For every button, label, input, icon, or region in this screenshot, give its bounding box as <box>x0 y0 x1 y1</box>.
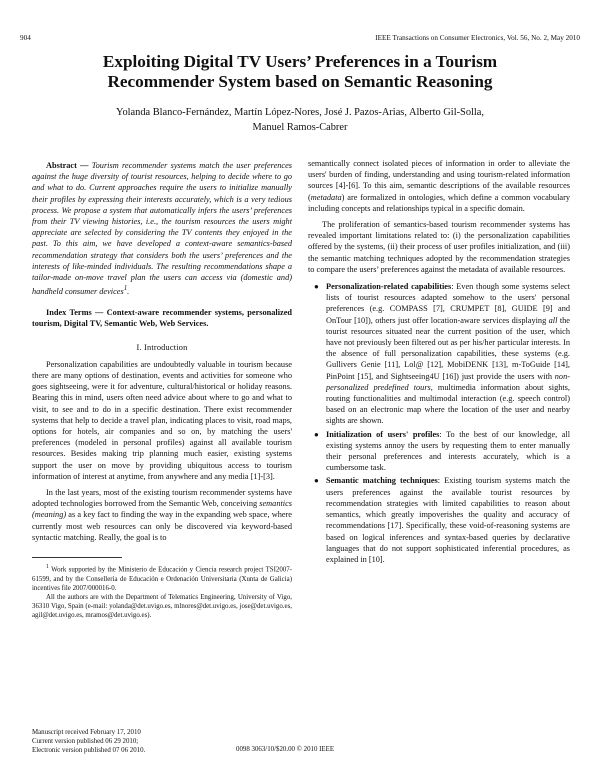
author-list <box>40 105 560 135</box>
intro-p2-emphasis: semantics (meaning) <box>32 499 292 520</box>
title-line-2: Recommender System based on Semantic Reasoning <box>107 72 493 91</box>
manuscript-info <box>32 728 145 755</box>
running-header <box>20 34 580 46</box>
bullet-text: the tourist resources situated near the current position of the user, which have not previously been filtered out as per his/her particular interests. In the absence of full personalization capabilities, these systems (e.g. Gullivers Genie [11], Lol@ [12], MobiDENK [13], m-ToGuide [14], PinPoint [15], and Sightseeing4U [16]) just provide the users with <box>326 315 570 381</box>
abstract-end: . <box>127 287 130 296</box>
index-terms: Index Terms — Context-aware recommender systems, personalized tourism, Digital TV, Semantic Web, Web Services. <box>32 308 292 329</box>
footnote-mark: 1 <box>46 564 49 571</box>
footnote-1 <box>32 563 292 593</box>
bullet-title: Initialization of users' profiles <box>326 429 440 439</box>
manuscript-current-version: Current version published 06 29 2010; <box>32 738 139 745</box>
authors-line-1: Yolanda Blanco-Fernández, Martín López-Nores, José J. Pazos-Arias, Alberto Gil-Solla, <box>115 107 485 118</box>
copyright-line: 0098 3063/10/$20.00 © 2010 IEEE <box>236 746 335 753</box>
intro-p2-b: as a key fact to finding the way in the expanding web space, where currently most web resources can only be discovered via keyword-based syntactic matching. Really, the goal is to <box>32 510 292 542</box>
manuscript-received: Manuscript received February 17, 2010 <box>32 729 141 736</box>
intro-p2-a: In the last years, most of the existing tourism recommender systems have adopted technologies borrowed from the Semantic Web, conceiving <box>32 488 292 509</box>
footnote-2: All the authors are with the Department of Telematics Engineering, University of Vigo, 36310 Vigo, Spain (e-mail: yolanda@det.uvigo.es, mlnores@det.uvigo.es, jose@det.uvigo.es, agil@det.uvigo.es, mramos@det.uvigo.es). <box>32 593 292 620</box>
list-item <box>308 475 570 565</box>
right-p1-emphasis: metadata <box>310 192 342 202</box>
bullet-icon: ● <box>314 282 319 292</box>
bullet-title: Semantic matching techniques <box>326 476 438 486</box>
bullet-text: : To the best of our knowledge, all existing systems annoy the users by requesting them to enter manually their personal preferences and interests accurately, which is a cumbersome task. <box>326 429 571 473</box>
page-number: 904 <box>20 34 31 42</box>
authors-line-2: Manuel Ramos-Cabrer <box>252 122 348 133</box>
abstract-footnote-mark: 1 <box>123 285 128 293</box>
intro-paragraph-2 <box>32 487 292 543</box>
list-item <box>308 429 570 474</box>
title-line-1: Exploiting Digital TV Users’ Preferences in a Tourism <box>102 52 498 71</box>
bullet-text: , multimedia information about sights, routing functionalities and multimodal interaction (e.g. speech control) based on an electronic map where the location of the user and nearby sights are shown. <box>326 382 570 426</box>
bullet-text: : Existing tourism systems match the users preferences against the available tourist resources by recommendation strategies with limited capabilities to reason about semantics, which greatly impoverishes the quality and accuracy of recommendations [17]. Specifically, these void-of-reasoning systems are based on logical inferences and syntax-based queries by declarative languages that do not support sophisticated inferential procedures, as explained in [10]. <box>326 476 570 564</box>
abstract-label: Abstract — <box>46 161 89 170</box>
bullet-icon: ● <box>314 429 319 439</box>
bullet-title: Personalization-related capabilities <box>326 282 452 292</box>
bullet-icon: ● <box>314 476 319 486</box>
intro-paragraph-1: Personalization capabilities are undoubtedly valuable in tourism because there are many options of destination, events and activities for someone who goes sightseeing, were it for adventure, cultural/historical or holiday reasons. Bearing this in mind, users often need advice about where to go and what to visit, to see and to do in a specific destination. There exist recommender systems that help to decide a travel plan, indicating places to visit, road maps, options for hotels, air companies and so on, by matching the users' preferences (modeled in personal profiles) against all available tourism resources. Besides making trip planning much easier, existing systems support the user on move by providing ubiquitous access to tourism information of interest at anytime, from anywhere and any media [1]-[3]. <box>32 359 292 481</box>
left-column <box>32 160 292 621</box>
list-item <box>308 281 570 427</box>
manuscript-electronic-version: Electronic version published 07 06 2010. <box>32 747 146 754</box>
footnote-divider <box>32 557 122 558</box>
section-heading-introduction: I. Introduction <box>136 342 188 352</box>
abstract-text: Tourism recommender systems match the user preferences against the huge diversity of tourist resources, helping to decide where to go and what to do. Current approaches require the users to initialize manually their profiles by expressing their interests accurately, which is a very tedious process. We propose a system that automatically infers the users’ preferences from their TV viewing histories, i.e., the tourism resources the users might appreciate are selected by considering the TV contents they enjoyed in the past. To this aim, we have developed a context-aware semantics-based recommendation strategy that considers both the users’ preferences and the interests of like-minded individuals. The resulting recommendations shape a tailor-made on-move travel plan the users can access via (domestic and) handheld consumer devices <box>32 161 292 296</box>
abstract <box>32 160 292 297</box>
journal-reference: IEEE Transactions on Consumer Electronics, Vol. 56, No. 2, May 2010 <box>375 34 580 42</box>
footnote-1-text: Work supported by the Ministerio de Educación y Ciencia research project TSI2007-61599, and by the Consellería de Educación e Ordenación Universitaria (Xunta de Galicia) incentives file 2007/000016-0. <box>32 566 292 592</box>
right-column <box>308 158 570 567</box>
right-p1-a: semantically connect isolated pieces of information in order to alleviate the users' burden of finding, understanding and using tourism-related information sources [4]-[6]. To this aim, semantic descriptions of the available resources ( <box>308 159 570 202</box>
limitations-list <box>308 281 570 565</box>
right-paragraph-2: The proliferation of semantics-based tourism recommender systems has revealed important limitations related to: (i) the personalization capabilities offered by the systems, (ii) their process of user profiles initialization, and (iii) the semantic matching techniques adopted by the recommendation strategies to compare the users’ preferences against the metadata of available resources. <box>308 220 570 274</box>
right-p1-b: ) are formalized in ontologies, which define a common vocabulary including concepts and relationships typical in a specific domain. <box>308 192 570 213</box>
paper-title <box>30 52 570 92</box>
bullet-emphasis: all <box>548 315 558 325</box>
bullet-emphasis: non-personalized predefined tours <box>326 371 570 392</box>
bullet-text: : Even though some systems select lists of tourist resources adapted somehow to the users' personal preferences (e.g. COMPASS [7], CRUMPET [8], GUIDE [9] and OnTour [10]), others just offer location-aware services displaying <box>326 282 570 325</box>
right-paragraph-1 <box>308 158 570 214</box>
